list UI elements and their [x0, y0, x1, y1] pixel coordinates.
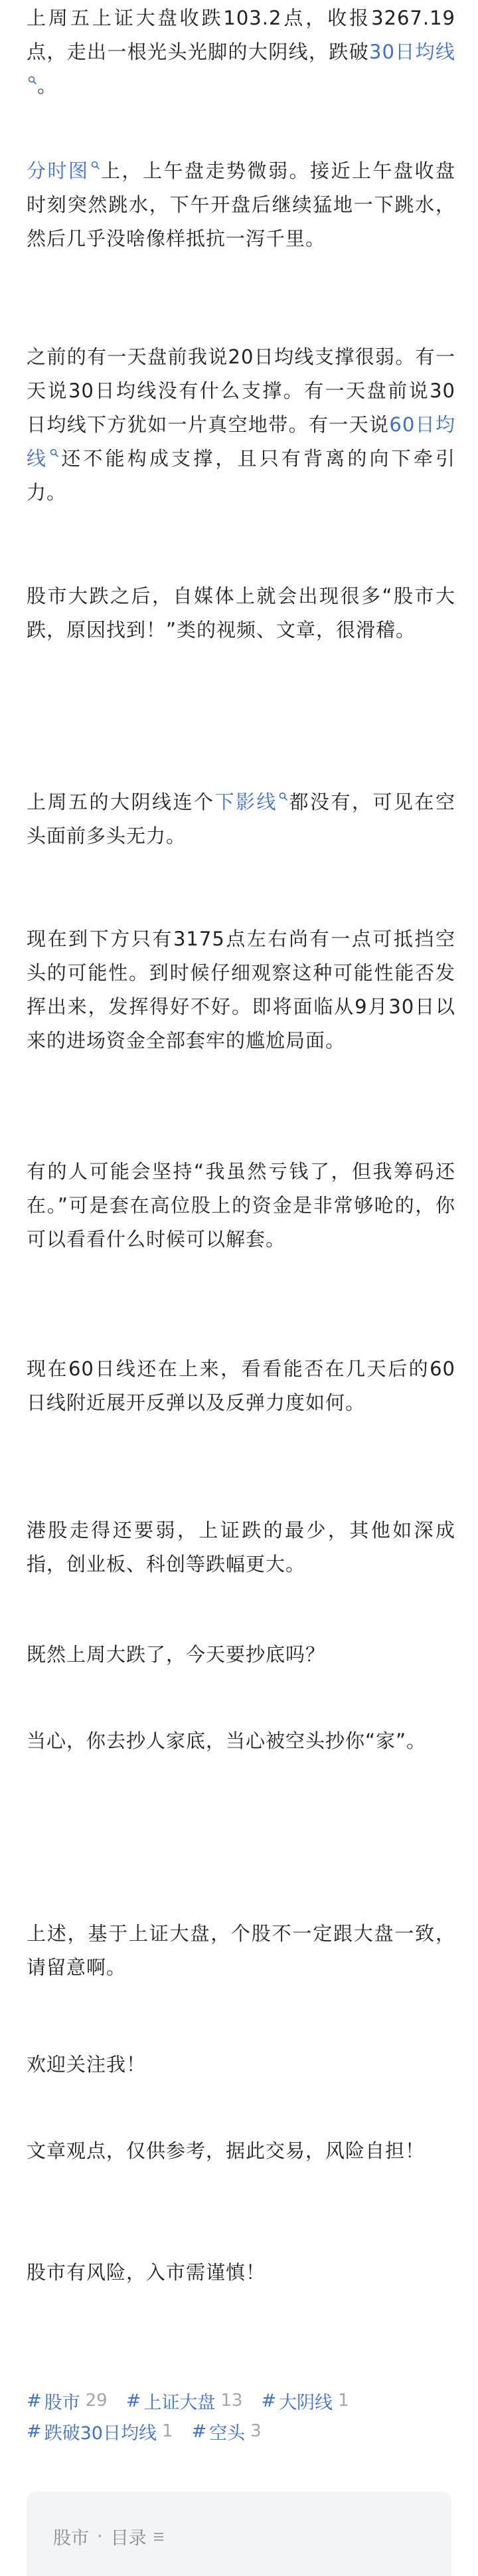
tag-item[interactable]	[126, 2388, 243, 2414]
paragraph-8: 现在60日线还在上来，看看能否在几天后的60日线附近展开反弹以及反弹力度如何。	[27, 1357, 455, 1414]
paragraph-3-text-b: 还不能构成支撑，且只有背离的向下牵引力。	[27, 447, 455, 504]
paragraph-2-text: 上，上午盘走势微弱。接近上午盘收盘时刻突然跳水，下午开盘后继续猛地一下跳水，然后几乎没啥像样抵抗一泻千里。	[27, 159, 455, 250]
toc-separator: ·	[97, 2526, 103, 2547]
tag-label[interactable]: 大阴线	[279, 2392, 333, 2413]
paragraph-5	[27, 785, 455, 853]
tag-item[interactable]	[261, 2388, 349, 2414]
tag-row	[27, 2416, 455, 2446]
paragraph-7: 有的人可能会坚持“我虽然亏钱了，但我筹码还在。”可是套在高位股上的资金是非常够呛的，你可以看看什么时候可以解套。	[27, 1160, 455, 1250]
link-60-day-ma-label[interactable]: 60日均线	[27, 413, 455, 470]
toc-label[interactable]	[53, 2524, 165, 2549]
link-intraday-chart[interactable]	[27, 159, 100, 182]
toc-title[interactable]: 目录	[110, 2528, 147, 2549]
paragraph-1-text-a: 上周五上证大盘收跌103.2点，收报3267.19点，走出一根光头光脚的大阴线，跌破	[27, 7, 455, 63]
search-icon	[279, 792, 288, 801]
tag-count: 3	[250, 2421, 262, 2441]
search-icon	[91, 161, 100, 170]
tag-item[interactable]	[27, 2388, 108, 2414]
paragraph-3	[27, 340, 455, 510]
link-30-day-ma-label[interactable]: 30日均线	[369, 41, 455, 63]
tag-label[interactable]: 股市	[44, 2392, 80, 2413]
paragraph-5-text-a: 上周五的大阴线连个	[27, 791, 215, 813]
paragraph-5-text-b: 都没有，可见在空头面前多头无力。	[27, 791, 455, 847]
tag-count: 13	[220, 2391, 243, 2411]
hash-icon: #	[27, 2421, 42, 2442]
paragraph-14: 文章观点，仅供参考，据此交易，风险自担！	[27, 2139, 426, 2162]
tag-label[interactable]: 空头	[209, 2423, 246, 2444]
tag-list	[27, 2385, 455, 2446]
tag-item[interactable]	[192, 2419, 262, 2444]
link-lower-shadow-label[interactable]: 下影线	[214, 791, 278, 813]
paragraph-12: 上述，基于上证大盘，个股不一定跟大盘一致，请留意啊。	[27, 1922, 455, 1979]
paragraph-10: 既然上周大跌了，今天要抄底吗？	[27, 1643, 326, 1666]
tag-row	[27, 2385, 455, 2416]
paragraph-1-text-b: 。	[37, 74, 58, 97]
link-lower-shadow[interactable]	[214, 791, 288, 813]
search-icon	[50, 448, 59, 458]
link-intraday-chart-label[interactable]: 分时图	[27, 159, 90, 182]
tag-label[interactable]: 跌破30日均线	[44, 2423, 157, 2444]
tag-item[interactable]	[27, 2419, 173, 2444]
paragraph-1	[27, 1, 455, 103]
toc-bar[interactable]	[27, 2492, 451, 2576]
search-icon	[28, 76, 37, 85]
list-icon[interactable]	[152, 2531, 165, 2543]
paragraph-11: 当心，你去抄人家底，当心被空头抄你“家”。	[27, 1730, 427, 1752]
paragraph-15: 股市有风险，入市需谨慎！	[27, 2261, 266, 2284]
toc-category[interactable]: 股市	[53, 2528, 89, 2549]
tag-count: 1	[161, 2421, 173, 2441]
paragraph-6: 现在到下方只有3175点左右尚有一点可抵挡空头的可能性。到时候仔细观察这种可能性能否发挥出来，发挥得好不好。即将面临从9月30日以来的进场资金全部套牢的尴尬局面。	[27, 928, 455, 1052]
hash-icon: #	[27, 2390, 42, 2411]
tag-label[interactable]: 上证大盘	[143, 2392, 216, 2413]
hash-icon: #	[125, 2390, 141, 2411]
paragraph-2	[27, 154, 455, 256]
hash-icon: #	[261, 2390, 277, 2411]
paragraph-4: 股市大跌之后，自媒体上就会出现很多“股市大跌，原因找到！”类的视频、文章，很滑稽。	[27, 585, 455, 641]
paragraph-3-text-a: 之前的有一天盘前我说20日均线支撑很弱。有一天说30日均线没有什么支撑。有一天盘前说30日均线下方犹如一片真空地带。有一天说	[27, 346, 455, 436]
hash-icon: #	[191, 2421, 207, 2442]
paragraph-13: 欢迎关注我！	[27, 2053, 147, 2076]
tag-count: 1	[338, 2391, 349, 2411]
paragraph-9: 港股走得还要弱，上证跌的最少，其他如深成指，创业板、科创等跌幅更大。	[27, 1519, 455, 1575]
tag-count: 29	[85, 2391, 108, 2411]
